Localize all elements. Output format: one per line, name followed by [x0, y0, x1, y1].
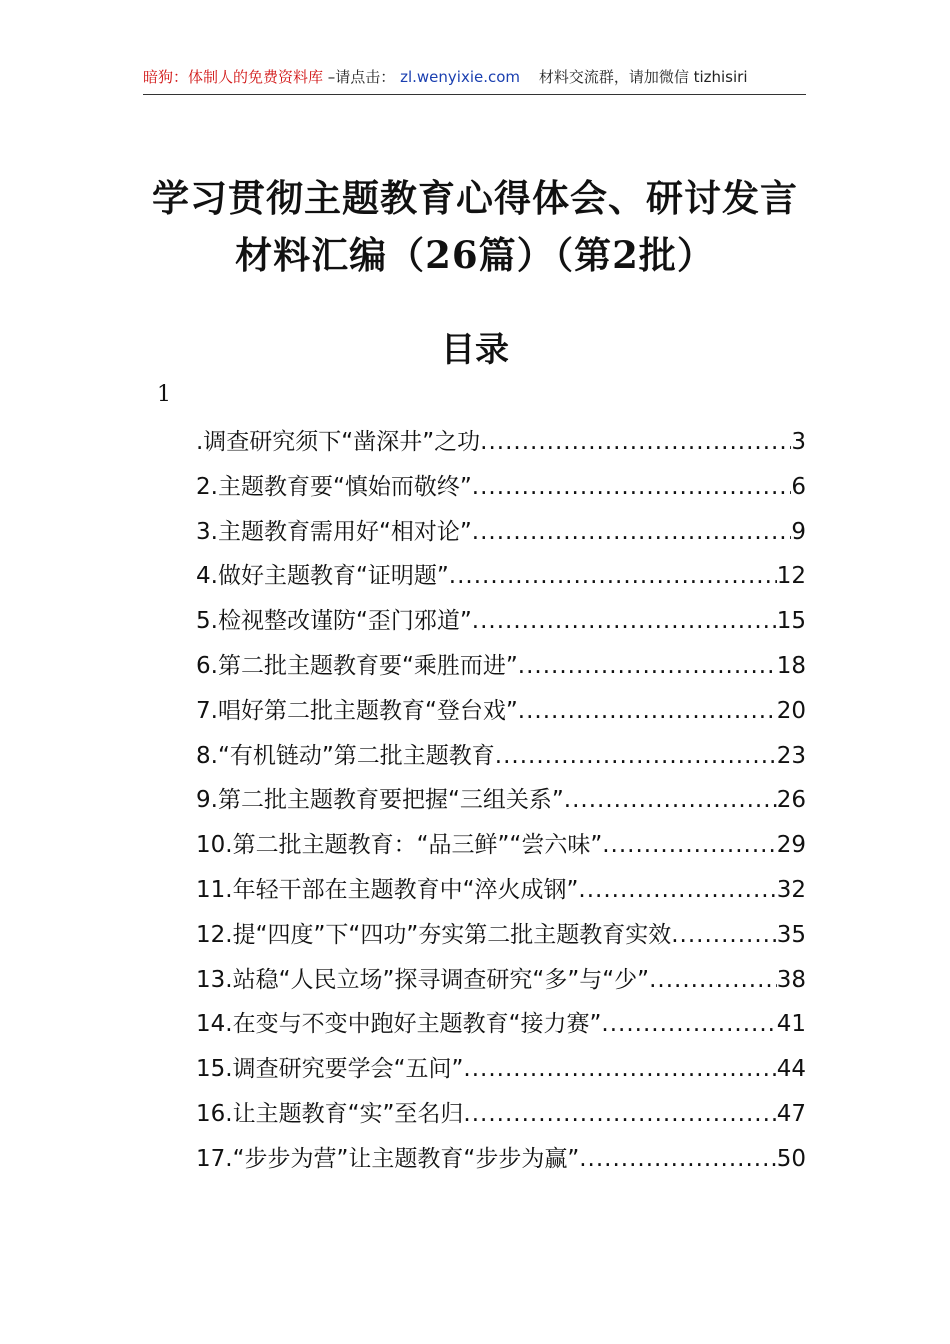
toc-entry-title: 12.提“四度”下“四功”夯实第二批主题教育实效: [196, 921, 672, 948]
table-of-contents: [196, 420, 806, 1182]
toc-leader-dots: [671, 913, 776, 958]
toc-entry-title: 10.第二批主题教育：“品三鲜”“尝六味”: [196, 832, 603, 859]
toc-entry[interactable]: [196, 1137, 806, 1182]
toc-leader-dots: [472, 510, 792, 555]
header-contact: 材料交流群，请加微信 tizhisiri: [538, 68, 748, 86]
toc-entry[interactable]: [196, 599, 806, 644]
toc-entry-page: 29: [776, 832, 806, 859]
toc-leader-dots: [463, 1092, 776, 1137]
toc-entry[interactable]: [196, 958, 806, 1003]
toc-entry[interactable]: [196, 420, 806, 465]
toc-entry-page: 9: [791, 518, 806, 545]
toc-entry-title: 7.唱好第二批主题教育“登台戏”: [196, 697, 518, 724]
toc-leader-dots: [518, 644, 777, 689]
toc-entry-page: 26: [776, 787, 806, 814]
toc-entry-title: 4.做好主题教育“证明题”: [196, 563, 449, 590]
toc-entry-title: 15.调查研究要学会“五问”: [196, 1056, 464, 1083]
page-header: [143, 66, 806, 95]
toc-leader-dots: [463, 1047, 776, 1092]
toc-leader-dots: [564, 778, 777, 823]
toc-entry[interactable]: [196, 554, 806, 599]
toc-leader-dots: [472, 599, 777, 644]
toc-entry-title: 14.在变与不变中跑好主题教育“接力赛”: [196, 1011, 602, 1038]
toc-entry[interactable]: [196, 913, 806, 958]
toc-leader-dots: [578, 868, 776, 913]
header-link[interactable]: zl.wenyixie.com: [400, 68, 521, 86]
toc-entry-title: 13.站稳“人民立场”探寻调查研究“多”与“少”: [196, 966, 650, 993]
toc-entry-title: 16.让主题教育“实”至名归: [196, 1100, 464, 1127]
header-prompt: –请点击：: [327, 68, 396, 86]
toc-entry-title: .调查研究须下“凿深井”之功: [196, 429, 481, 455]
toc-entry-page: 41: [776, 1011, 806, 1038]
toc-entry-page: 44: [776, 1056, 806, 1083]
toc-leader-dots: [480, 420, 791, 465]
toc-entry-page: 20: [776, 697, 806, 724]
toc-entry-title: 11.年轻干部在主题教育中“淬火成钢”: [196, 876, 579, 903]
toc-entry-page: 35: [776, 921, 806, 948]
toc-entry[interactable]: [196, 778, 806, 823]
toc-entry[interactable]: [196, 1047, 806, 1092]
toc-entry[interactable]: [196, 1002, 806, 1047]
toc-entry-title: 2.主题教育要“慎始而敬终”: [196, 473, 472, 500]
toc-entry[interactable]: [196, 1092, 806, 1137]
toc-entry-page: 47: [776, 1100, 806, 1127]
toc-orphan-number: 1: [157, 382, 171, 407]
toc-leader-dots: [579, 1137, 776, 1182]
toc-entry-page: 50: [776, 1145, 806, 1172]
toc-entry[interactable]: [196, 510, 806, 555]
toc-entry[interactable]: [196, 689, 806, 734]
toc-entry-title: 8.“有机链动”第二批主题教育: [196, 742, 495, 769]
toc-entry-title: 6.第二批主题教育要“乘胜而进”: [196, 652, 518, 679]
toc-entry-title: 3.主题教育需用好“相对论”: [196, 518, 472, 545]
toc-leader-dots: [472, 465, 792, 510]
toc-entry-page: 23: [776, 742, 806, 769]
toc-entry[interactable]: [196, 868, 806, 913]
toc-leader-dots: [518, 689, 777, 734]
toc-entry[interactable]: [196, 644, 806, 689]
toc-entry-title: 5.检视整改谨防“歪门邪道”: [196, 608, 472, 635]
toc-entry-page: 15: [776, 608, 806, 635]
header-brand: 暗狗：体制人的免费资料库: [143, 68, 324, 86]
toc-entry-page: 3: [791, 429, 806, 455]
toc-entry[interactable]: [196, 734, 806, 779]
toc-entry[interactable]: [196, 823, 806, 868]
toc-entry-title: 9.第二批主题教育要把握“三组关系”: [196, 787, 564, 814]
toc-leader-dots: [601, 1002, 776, 1047]
toc-entry-page: 12: [776, 563, 806, 590]
toc-entry-page: 6: [791, 473, 806, 500]
toc-leader-dots: [449, 554, 777, 599]
toc-leader-dots: [495, 734, 777, 779]
toc-entry-title: 17.“步步为营”让主题教育“步步为赢”: [196, 1145, 580, 1172]
toc-entry-page: 38: [776, 966, 806, 993]
toc-entry-page: 32: [776, 876, 806, 903]
document-title: 学习贯彻主题教育心得体会、研讨发言材料汇编（26篇）（第2批）: [152, 176, 798, 277]
toc-entry-page: 18: [776, 652, 806, 679]
toc-leader-dots: [649, 958, 777, 1003]
toc-entry[interactable]: [196, 465, 806, 510]
toc-heading: 目录: [441, 330, 509, 370]
toc-leader-dots: [602, 823, 776, 868]
